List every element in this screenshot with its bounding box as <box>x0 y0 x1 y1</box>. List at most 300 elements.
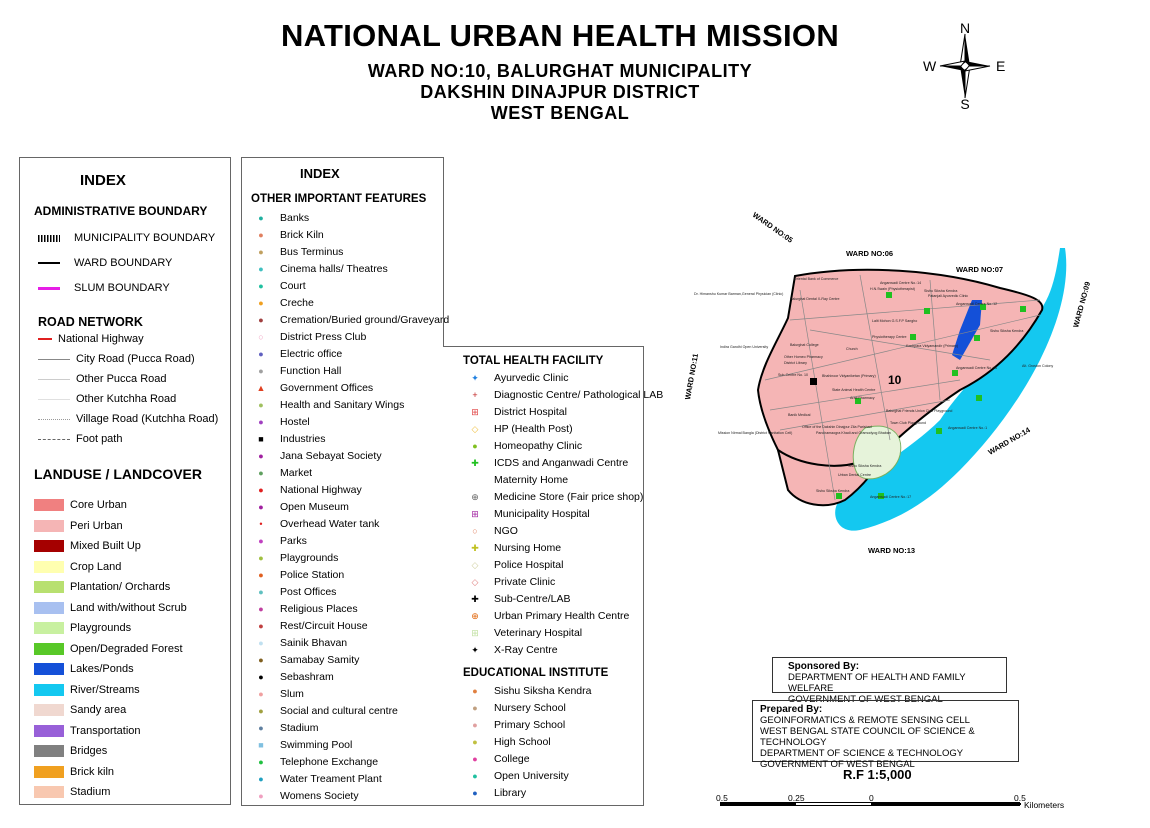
compass-n: N <box>959 22 971 36</box>
sponsor-title: Sponsored By: <box>788 661 860 672</box>
compass-s: S <box>960 96 970 110</box>
svg-text:Dr. Himanshu Kumar Barman,Gene: Dr. Himanshu Kumar Barman,General Physician (Clinic) <box>694 292 784 296</box>
scale-tick-1: 0.5 <box>716 793 728 803</box>
health-item <box>468 421 663 438</box>
feature-item <box>254 737 449 754</box>
feature-symbol-icon: ● <box>258 451 264 461</box>
label-ward-07: WARD NO:07 <box>956 265 1004 274</box>
edu-item <box>468 717 591 734</box>
landuse-label: Transportation <box>70 724 141 737</box>
feature-symbol-icon: ● <box>258 553 264 563</box>
landuse-item <box>34 557 187 578</box>
health-label: ICDS and Anganwadi Centre <box>494 457 629 469</box>
road-network-title: ROAD NETWORK <box>38 315 143 329</box>
health-item <box>468 557 663 574</box>
health-label: X-Ray Centre <box>494 644 558 656</box>
feature-item <box>254 771 449 788</box>
health-symbol-icon: ◇ <box>471 577 479 587</box>
landuse-label: Stadium <box>70 786 111 798</box>
index2-title: INDEX <box>300 166 340 181</box>
feature-symbol-icon: ● <box>258 298 264 308</box>
landuse-label: Core Urban <box>70 499 127 511</box>
label-ward-06: WARD NO:06 <box>846 249 894 258</box>
feature-item <box>254 567 449 584</box>
landuse-item <box>34 700 187 721</box>
feature-label: Open Museum <box>280 501 349 513</box>
health-label: Maternity Home <box>494 474 569 486</box>
svg-text:Anganwadi Centre No.:1: Anganwadi Centre No.:1 <box>948 426 988 430</box>
health-item <box>468 472 663 489</box>
feature-label: Function Hall <box>280 365 342 377</box>
legend-other-kutchha-road: Other Kutchha Road <box>38 389 218 409</box>
svg-text:Sishu Siksha Kendra: Sishu Siksha Kendra <box>924 289 958 293</box>
health-item <box>468 387 663 404</box>
landuse-item <box>34 598 187 619</box>
feature-symbol-icon: ● <box>258 315 264 325</box>
feature-label: Health and Sanitary Wings <box>280 399 405 411</box>
edu-symbol-icon: ● <box>472 720 478 730</box>
edu-item <box>468 683 591 700</box>
feature-item <box>254 703 449 720</box>
feature-symbol-icon: ● <box>258 706 264 716</box>
feature-label: Cremation/Buried ground/Graveyard <box>280 314 450 326</box>
landuse-swatch <box>34 684 64 696</box>
prepared-line-2: WEST BENGAL STATE COUNCIL OF SCIENCE & TECHNOLOGY <box>760 726 975 748</box>
feature-symbol-icon: ▲ <box>256 383 266 393</box>
north-arrow-icon <box>920 22 1010 110</box>
feature-symbol-icon: ● <box>258 468 264 478</box>
subtitle-line-2: DAKSHIN DINAJPUR DISTRICT <box>420 82 700 102</box>
health-item <box>468 591 663 608</box>
feature-label: Overhead Water tank <box>280 518 380 530</box>
health-label: Police Hospital <box>494 559 564 571</box>
health-symbol-icon: ● <box>472 441 478 451</box>
feature-label: Cinema halls/ Theatres <box>280 263 388 275</box>
health-label: Ayurvedic Clinic <box>494 372 569 384</box>
feature-symbol-icon: ● <box>258 264 264 274</box>
feature-symbol-icon: ○ <box>258 332 264 342</box>
feature-label: Parks <box>280 535 307 547</box>
feature-item <box>254 414 449 431</box>
feature-item <box>254 533 449 550</box>
feature-symbol-icon: ● <box>258 485 264 495</box>
feature-item <box>254 516 449 533</box>
feature-symbol-icon: ● <box>258 570 264 580</box>
landuse-label: Bridges <box>70 745 108 757</box>
svg-text:Patanjali Ayurvedic Clinic: Patanjali Ayurvedic Clinic <box>928 294 969 298</box>
prepared-line-1: GEOINFORMATICS & REMOTE SENSING CELL <box>760 715 970 726</box>
feature-item <box>254 618 449 635</box>
feature-item <box>254 482 449 499</box>
feature-item <box>254 261 449 278</box>
feature-symbol-icon: ● <box>258 723 264 733</box>
health-label: Sub-Centre/LAB <box>494 593 571 605</box>
landuse-swatch <box>34 643 64 655</box>
svg-text:Panchamaogra Khadi and Gramody: Panchamaogra Khadi and Gramodyog Bhaban <box>816 431 891 435</box>
feature-symbol-icon: ● <box>258 774 264 784</box>
landuse-label: Peri Urban <box>70 519 123 532</box>
feature-label: Police Station <box>280 569 345 581</box>
health-label: Urban Primary Health Centre <box>494 610 630 622</box>
health-symbol-icon: ⊕ <box>471 492 479 502</box>
edu-label: College <box>494 753 530 765</box>
health-symbol-icon: ⊞ <box>471 628 479 638</box>
svg-text:State Animal Health Centre: State Animal Health Centre <box>832 388 876 392</box>
svg-text:Anganwadi Centre No.:12: Anganwadi Centre No.:12 <box>956 302 998 306</box>
feature-item <box>254 669 449 686</box>
svg-text:Sishu Siksha Kendra: Sishu Siksha Kendra <box>990 329 1024 333</box>
landuse-item <box>34 577 187 598</box>
index-panel-features <box>241 157 450 805</box>
svg-text:Anganwadi Centre No.:14: Anganwadi Centre No.:14 <box>880 281 922 285</box>
feature-item <box>254 686 449 703</box>
landuse-item <box>34 618 187 639</box>
feature-symbol-icon: ● <box>258 400 264 410</box>
legend-foot-path: Foot path <box>38 429 218 449</box>
health-item <box>468 608 663 625</box>
feature-item <box>254 584 449 601</box>
landuse-swatch <box>34 786 64 798</box>
health-item <box>468 574 663 591</box>
feature-symbol-icon: ● <box>258 757 264 767</box>
feature-label: Slum <box>280 688 304 700</box>
edu-symbol-icon: ● <box>472 771 478 781</box>
svg-text:Other Homeo Pharmacy: Other Homeo Pharmacy <box>784 355 823 359</box>
health-item <box>468 625 663 642</box>
health-symbol-icon: ⊞ <box>471 407 479 417</box>
svg-text:Anganwadi Centre No.:16: Anganwadi Centre No.:16 <box>956 366 998 370</box>
svg-text:Oriental Bank of Commerce: Oriental Bank of Commerce <box>794 277 839 281</box>
edu-symbol-icon: ● <box>472 703 478 713</box>
feature-label: Rest/Circuit House <box>280 620 368 632</box>
feature-symbol-icon: ■ <box>258 740 264 750</box>
subtitle-line-1: WARD NO:10, BALURGHAT MUNICIPALITY <box>367 61 753 81</box>
feature-label: Hostel <box>280 416 310 428</box>
landuse-swatch <box>34 622 64 634</box>
feature-item <box>254 329 449 346</box>
health-label: Medicine Store (Fair price shop) <box>494 491 644 503</box>
health-symbol-icon: + <box>472 390 478 400</box>
feature-item <box>254 278 449 295</box>
feature-item <box>254 295 449 312</box>
health-label: District Hospital <box>494 406 567 418</box>
feature-label: Government Offices <box>280 382 374 394</box>
feature-label: Sebashram <box>280 671 334 683</box>
ward-number-label: 10 <box>888 373 902 387</box>
scale-ratio: R.F 1:5,000 <box>843 767 912 782</box>
feature-item <box>254 397 449 414</box>
landuse-label: Lakes/Ponds <box>70 663 134 675</box>
landuse-legend <box>34 495 187 803</box>
svg-text:District Library: District Library <box>784 361 807 365</box>
health-item <box>468 370 663 387</box>
landuse-label: Mixed Built Up <box>70 540 141 552</box>
scale-bar <box>720 802 1020 806</box>
scale-unit: Kilometers <box>1024 800 1065 810</box>
feature-item <box>254 448 449 465</box>
landuse-item <box>34 680 187 701</box>
health-legend <box>468 370 663 659</box>
landuse-label: Sandy area <box>70 704 127 716</box>
health-item <box>468 523 663 540</box>
health-item <box>468 540 663 557</box>
road-legend <box>38 329 218 449</box>
legend-village-road: Village Road (Kutchha Road) <box>38 409 218 429</box>
feature-label: Swimming Pool <box>280 739 353 751</box>
health-label: Nursing Home <box>494 542 562 554</box>
prepared-box <box>752 700 1019 770</box>
feature-item <box>254 720 449 737</box>
health-label: Private Clinic <box>494 576 556 588</box>
feature-label: Telephone Exchange <box>280 756 379 768</box>
feature-symbol-icon: ● <box>258 536 264 546</box>
feature-item <box>254 601 449 618</box>
svg-text:Physiotherapy Centre: Physiotherapy Centre <box>872 335 907 339</box>
label-ward-09: WARD NO:09 <box>1071 280 1093 329</box>
feature-label: Market <box>280 467 313 479</box>
health-label: NGO <box>494 525 518 537</box>
svg-text:Office of the Dakshin Dinajpur: Office of the Dakshin Dinajpur Zila Parishad <box>802 425 872 429</box>
feature-label: Social and cultural centre <box>280 705 398 717</box>
health-title: TOTAL HEALTH FACILITY <box>463 355 604 367</box>
feature-item <box>254 210 449 227</box>
health-symbol-icon: ⊞ <box>471 509 479 519</box>
landuse-label: Plantation/ Orchards <box>70 581 171 593</box>
map-title: NATIONAL URBAN HEALTH MISSION <box>280 18 840 53</box>
feature-symbol-icon: ● <box>258 213 264 223</box>
legend-other-pucca-road: Other Pucca Road <box>38 369 218 389</box>
health-label: HP (Health Post) <box>494 423 573 435</box>
feature-symbol-icon: ● <box>258 502 264 512</box>
feature-label: Creche <box>280 297 314 309</box>
edu-symbol-icon: ● <box>472 754 478 764</box>
sponsor-line-2: GOVERNMENT OF WEST BENGAL <box>788 694 943 705</box>
edu-item <box>468 751 591 768</box>
edu-label: High School <box>494 736 551 748</box>
health-item <box>468 642 663 659</box>
svg-text:Bhahinoor Vidyaniketan (Primar: Bhahinoor Vidyaniketan (Primary) <box>822 374 876 378</box>
health-item <box>468 455 663 472</box>
svg-text:Sishu Siksha Kendra: Sishu Siksha Kendra <box>816 489 850 493</box>
landuse-item <box>34 762 187 783</box>
label-ward-14: WARD NO:14 <box>986 425 1032 457</box>
feature-symbol-icon: ● <box>258 621 264 631</box>
admin-boundary-title: ADMINISTRATIVE BOUNDARY <box>34 204 208 218</box>
health-symbol-icon: ○ <box>472 526 478 536</box>
feature-symbol-icon: ● <box>258 247 264 257</box>
feature-item <box>254 244 449 261</box>
feature-symbol-icon: ● <box>258 638 264 648</box>
feature-symbol-icon: ● <box>258 791 264 801</box>
landuse-item <box>34 741 187 762</box>
index-panel-admin-landuse <box>19 157 231 805</box>
feature-item <box>254 788 449 805</box>
svg-text:Lalit Mohon G.S.F.P Sangho: Lalit Mohon G.S.F.P Sangho <box>872 319 918 323</box>
label-ward-05: WARD NO:05 <box>750 210 795 245</box>
admin-legend <box>38 226 215 301</box>
edu-label: Library <box>494 787 527 799</box>
feature-label: Industries <box>280 433 326 445</box>
prepared-line-3: DEPARTMENT OF SCIENCE & TECHNOLOGY <box>760 748 964 759</box>
features-legend <box>254 210 449 805</box>
feature-label: Banks <box>280 212 310 224</box>
label-ward-13: WARD NO:13 <box>868 546 916 555</box>
legend-city-road: City Road (Pucca Road) <box>38 349 218 369</box>
landuse-swatch <box>34 766 64 778</box>
feature-item <box>254 312 449 329</box>
health-symbol-icon: ◇ <box>471 560 479 570</box>
landuse-item <box>34 639 187 660</box>
health-symbol-icon: ✚ <box>471 594 479 604</box>
edu-legend <box>468 683 591 802</box>
landuse-swatch <box>34 540 64 552</box>
health-label: Diagnostic Centre/ Pathological LAB <box>494 389 664 401</box>
scale-tick-3: 0 <box>869 793 874 803</box>
svg-text:Mission Nirmal Bangla (Distric: Mission Nirmal Bangla (District Sanitation Cell) <box>718 431 793 435</box>
landuse-label: Playgrounds <box>70 622 132 634</box>
sponsor-box <box>772 657 1007 705</box>
landuse-item <box>34 659 187 680</box>
svg-text:Urban Dental Centre: Urban Dental Centre <box>838 473 871 477</box>
landuse-item <box>34 536 187 557</box>
edu-title: EDUCATIONAL INSTITUTE <box>463 667 609 679</box>
edu-label: Sishu Siksha Kendra <box>494 685 592 697</box>
landuse-swatch <box>34 561 64 573</box>
feature-label: Womens Society <box>280 790 359 802</box>
svg-text:Sub-Centre No. 10: Sub-Centre No. 10 <box>778 373 808 377</box>
svg-text:Indira Gandhi Open University: Indira Gandhi Open University <box>720 345 769 349</box>
landuse-item <box>34 721 187 742</box>
landuse-swatch <box>34 499 64 511</box>
svg-text:Town Club Playground: Town Club Playground <box>890 421 926 425</box>
landuse-swatch <box>34 520 64 532</box>
feature-label: Bus Terminus <box>280 246 344 258</box>
edu-item <box>468 785 591 802</box>
feature-item <box>254 346 449 363</box>
features-title: OTHER IMPORTANT FEATURES <box>251 193 427 205</box>
landuse-label: River/Streams <box>70 683 140 696</box>
health-label: Municipality Hospital <box>494 508 590 520</box>
health-symbol-icon: ✦ <box>471 373 479 383</box>
feature-label: Samabay Samity <box>280 654 360 666</box>
svg-text:Church: Church <box>846 347 858 351</box>
label-ward-11: WARD NO:11 <box>683 352 701 401</box>
svg-text:Anganwadi Centre No.:17: Anganwadi Centre No.:17 <box>870 495 912 499</box>
landuse-swatch <box>34 663 64 675</box>
legend-national-highway: National Highway <box>38 329 218 349</box>
feature-label: Court <box>280 280 306 292</box>
landuse-label: Open/Degraded Forest <box>70 642 183 655</box>
legend-ward-boundary: WARD BOUNDARY <box>38 251 215 276</box>
feature-label: Religious Places <box>280 603 358 615</box>
subtitle-line-3: WEST BENGAL <box>490 103 630 123</box>
scale-tick-4: 0.5 <box>1014 793 1026 803</box>
feature-label: Jana Sebayat Society <box>280 450 382 462</box>
sponsor-line-1: DEPARTMENT OF HEALTH AND FAMILY WELFARE <box>788 672 966 694</box>
feature-symbol-icon: ● <box>258 604 264 614</box>
ward-map[interactable] <box>660 200 1110 565</box>
feature-item <box>254 652 449 669</box>
compass-e: E <box>996 58 1006 74</box>
prepared-title: Prepared By: <box>760 704 823 715</box>
health-symbol-icon: ⊕ <box>471 611 479 621</box>
feature-label: District Press Club <box>280 331 367 343</box>
landuse-item <box>34 516 187 537</box>
feature-item <box>254 363 449 380</box>
feature-label: Sainik Bhavan <box>280 637 348 649</box>
feature-symbol-icon: ● <box>258 366 264 376</box>
edu-item <box>468 700 591 717</box>
feature-item <box>254 431 449 448</box>
feature-item <box>254 635 449 652</box>
feature-label: Stadium <box>280 722 319 734</box>
health-item <box>468 506 663 523</box>
svg-text:H.N.Swain (Physiotherapist): H.N.Swain (Physiotherapist) <box>870 287 915 291</box>
compass-w: W <box>923 58 937 74</box>
edu-item <box>468 734 591 751</box>
feature-item <box>254 380 449 397</box>
feature-item <box>254 550 449 567</box>
health-symbol-icon: ✚ <box>471 458 479 468</box>
edu-symbol-icon: ● <box>472 788 478 798</box>
landuse-swatch <box>34 602 64 614</box>
scale-tick-2: 0.25 <box>788 793 805 803</box>
health-label: Homeopathy Clinic <box>494 440 583 452</box>
edu-label: Open University <box>494 770 569 782</box>
feature-symbol-icon: ● <box>258 587 264 597</box>
feature-item <box>254 754 449 771</box>
feature-symbol-icon: ● <box>258 417 264 427</box>
feature-label: Brick Kiln <box>280 229 324 241</box>
svg-text:Balurghat Friends Union Club P: Balurghat Friends Union Club Playground <box>886 409 953 413</box>
health-item <box>468 489 663 506</box>
edu-label: Primary School <box>494 719 566 731</box>
health-item <box>468 438 663 455</box>
landuse-item <box>34 782 187 803</box>
feature-symbol-icon: ● <box>258 349 264 359</box>
legend-municipality-boundary: MUNICIPALITY BOUNDARY <box>38 226 215 251</box>
feature-label: Water Treament Plant <box>280 773 382 785</box>
svg-text:Balurghat Dental X-Ray Centre: Balurghat Dental X-Ray Centre <box>790 297 840 301</box>
svg-text:Kochpara Vidyamandir (Primary): Kochpara Vidyamandir (Primary) <box>906 344 959 348</box>
edu-symbol-icon: ● <box>472 686 478 696</box>
feature-item <box>254 499 449 516</box>
landuse-label: Land with/without Scrub <box>70 601 187 614</box>
svg-text:Arati Pharmacy: Arati Pharmacy <box>850 396 875 400</box>
health-symbol-icon: ✦ <box>471 645 479 655</box>
svg-text:Balurghat College: Balurghat College <box>790 343 819 347</box>
landuse-item <box>34 495 187 516</box>
feature-symbol-icon: ● <box>258 281 264 291</box>
health-symbol-icon: ✚ <box>471 543 479 553</box>
feature-symbol-icon: ● <box>258 655 264 665</box>
feature-item <box>254 227 449 244</box>
landuse-label: Brick kiln <box>70 765 115 778</box>
health-label: Veterinary Hospital <box>494 627 583 639</box>
health-item <box>468 404 663 421</box>
feature-label: National Highway <box>280 484 362 496</box>
feature-symbol-icon: ● <box>258 230 264 240</box>
feature-symbol-icon: ■ <box>258 434 264 444</box>
landuse-swatch <box>34 745 64 757</box>
index-title: INDEX <box>80 172 126 189</box>
svg-text:Sishu Siksha Kendra: Sishu Siksha Kendra <box>848 464 882 468</box>
landuse-swatch <box>34 704 64 716</box>
landuse-title: LANDUSE / LANDCOVER <box>34 466 203 482</box>
feature-label: Playgrounds <box>280 552 339 564</box>
landuse-swatch <box>34 725 64 737</box>
edu-symbol-icon: ● <box>472 737 478 747</box>
